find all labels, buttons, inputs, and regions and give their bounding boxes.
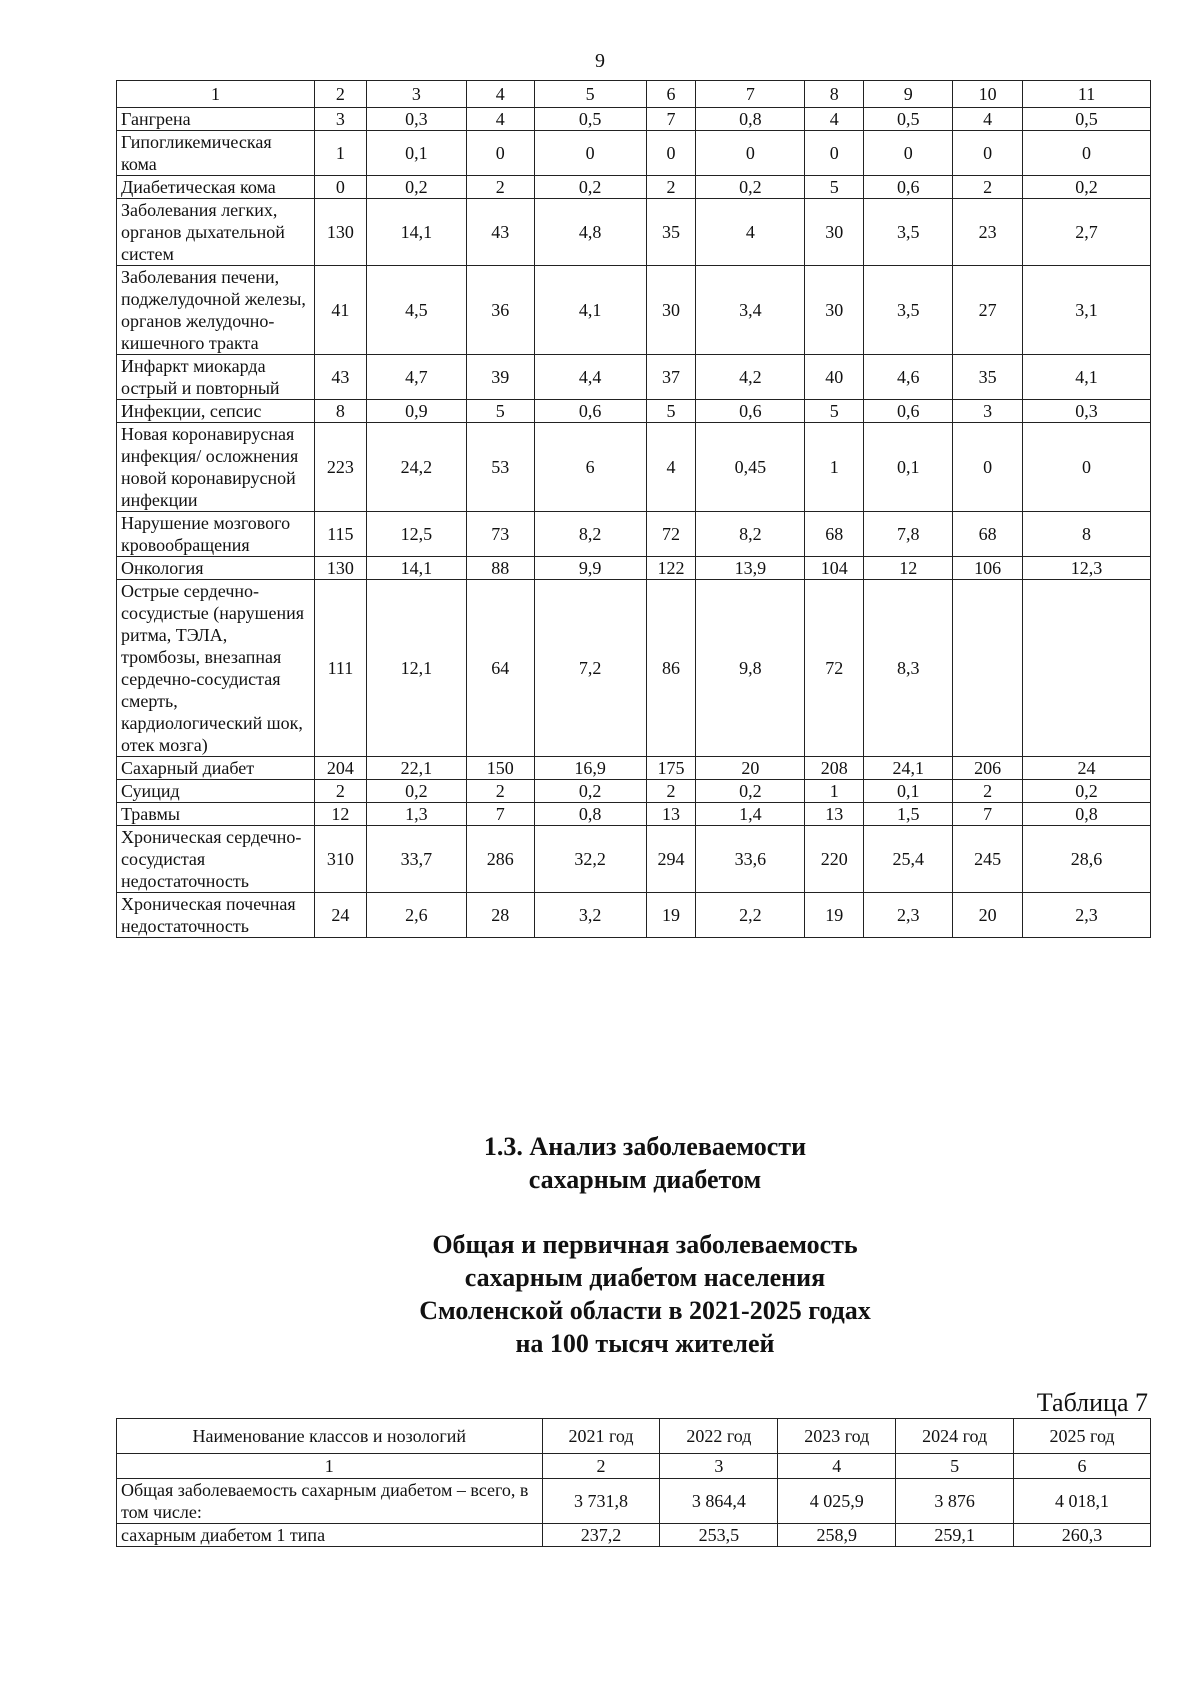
table-cell: 32,2 bbox=[534, 826, 646, 893]
table-cell: 0,6 bbox=[696, 400, 805, 423]
table-cell: 4,6 bbox=[864, 355, 953, 400]
table-cell: 7 bbox=[646, 108, 696, 131]
table-cell: 259,1 bbox=[896, 1524, 1014, 1547]
table-cell: 12,5 bbox=[366, 512, 466, 557]
table-cell: 25,4 bbox=[864, 826, 953, 893]
table-cell: 0,5 bbox=[1023, 108, 1151, 131]
table-row bbox=[117, 176, 1151, 199]
column-header: Наименование классов и нозологий bbox=[117, 1419, 543, 1454]
table-cell: 0,8 bbox=[696, 108, 805, 131]
table-cell: 2 bbox=[314, 780, 366, 803]
table-cell: 310 bbox=[314, 826, 366, 893]
table-cell: 19 bbox=[805, 893, 864, 938]
table-cell: 1,3 bbox=[366, 803, 466, 826]
column-number: 7 bbox=[696, 81, 805, 108]
table-cell: 1,4 bbox=[696, 803, 805, 826]
mortality-causes-table bbox=[116, 80, 1151, 938]
table-cell: 7 bbox=[953, 803, 1023, 826]
section-title-line: сахарным диабетом bbox=[528, 1165, 762, 1194]
table-cell: 37 bbox=[646, 355, 696, 400]
table-cell: 24 bbox=[314, 893, 366, 938]
table-row bbox=[117, 131, 1151, 176]
row-label: Травмы bbox=[117, 803, 315, 826]
table-cell: 0 bbox=[953, 131, 1023, 176]
column-number: 6 bbox=[646, 81, 696, 108]
table-cell: 13 bbox=[646, 803, 696, 826]
table-row bbox=[117, 580, 1151, 757]
column-header: 2021 год bbox=[542, 1419, 660, 1454]
table-cell: 130 bbox=[314, 199, 366, 266]
table-cell: 33,6 bbox=[696, 826, 805, 893]
table-cell bbox=[1023, 580, 1151, 757]
table-cell: 260,3 bbox=[1014, 1524, 1151, 1547]
table-title bbox=[220, 1228, 1070, 1360]
column-number: 4 bbox=[778, 1454, 896, 1479]
row-label: Заболевания легких, органов дыхательной систем bbox=[117, 199, 315, 266]
table-cell: 3 bbox=[314, 108, 366, 131]
table-cell: 30 bbox=[646, 266, 696, 355]
table-cell: 2,2 bbox=[696, 893, 805, 938]
table-cell: 6 bbox=[534, 423, 646, 512]
table-cell: 0 bbox=[314, 176, 366, 199]
table-cell: 72 bbox=[805, 580, 864, 757]
table-cell: 0 bbox=[1023, 423, 1151, 512]
table-cell: 0,8 bbox=[534, 803, 646, 826]
table-cell: 2 bbox=[466, 780, 534, 803]
section-title-line: 1.3. Анализ заболеваемости bbox=[483, 1132, 807, 1161]
table-cell: 286 bbox=[466, 826, 534, 893]
table-cell: 20 bbox=[953, 893, 1023, 938]
table-cell: 43 bbox=[466, 199, 534, 266]
table-cell: 19 bbox=[646, 893, 696, 938]
row-label: Острые сердечно-сосудистые (нарушения ритма, ТЭЛА, тромбозы, внезапная сердечно-сосудистая смерть, кардиологический шок, отек мозга) bbox=[117, 580, 315, 757]
table-row bbox=[117, 355, 1151, 400]
table-cell: 0,9 bbox=[366, 400, 466, 423]
table-cell: 237,2 bbox=[542, 1524, 660, 1547]
table-cell: 253,5 bbox=[660, 1524, 778, 1547]
column-number: 3 bbox=[660, 1454, 778, 1479]
table-title-line: на 100 тысяч жителей bbox=[515, 1329, 775, 1358]
table-cell: 2 bbox=[646, 176, 696, 199]
table-cell: 111 bbox=[314, 580, 366, 757]
table-cell: 258,9 bbox=[778, 1524, 896, 1547]
table-cell: 4,1 bbox=[1023, 355, 1151, 400]
table-cell: 3 731,8 bbox=[542, 1479, 660, 1524]
table-cell: 0,1 bbox=[366, 131, 466, 176]
table-cell: 0,8 bbox=[1023, 803, 1151, 826]
table-cell: 5 bbox=[805, 176, 864, 199]
table-cell: 2,3 bbox=[864, 893, 953, 938]
table-cell: 24 bbox=[1023, 757, 1151, 780]
table-cell: 0 bbox=[953, 423, 1023, 512]
table-row bbox=[117, 780, 1151, 803]
table-cell: 5 bbox=[805, 400, 864, 423]
table-row bbox=[117, 826, 1151, 893]
table-cell: 104 bbox=[805, 557, 864, 580]
table-cell: 245 bbox=[953, 826, 1023, 893]
table-title-line: Общая и первичная заболеваемость bbox=[432, 1230, 858, 1259]
table-cell: 0 bbox=[1023, 131, 1151, 176]
table-cell: 4 bbox=[696, 199, 805, 266]
column-number-row bbox=[117, 1454, 1151, 1479]
table-cell: 0 bbox=[534, 131, 646, 176]
table-cell: 27 bbox=[953, 266, 1023, 355]
table-cell: 8 bbox=[1023, 512, 1151, 557]
column-number: 1 bbox=[117, 81, 315, 108]
column-header: 2024 год bbox=[896, 1419, 1014, 1454]
table-row bbox=[117, 199, 1151, 266]
table-cell: 8,2 bbox=[534, 512, 646, 557]
table-cell: 0,2 bbox=[1023, 176, 1151, 199]
table-row bbox=[117, 108, 1151, 131]
table-cell: 0,3 bbox=[366, 108, 466, 131]
table-cell: 88 bbox=[466, 557, 534, 580]
table-cell: 2 bbox=[953, 780, 1023, 803]
table-cell: 0,45 bbox=[696, 423, 805, 512]
table-cell: 5 bbox=[466, 400, 534, 423]
column-number: 1 bbox=[117, 1454, 543, 1479]
column-number: 2 bbox=[542, 1454, 660, 1479]
table-row bbox=[117, 893, 1151, 938]
table-header-row bbox=[117, 81, 1151, 108]
table-cell: 41 bbox=[314, 266, 366, 355]
table-cell: 0,2 bbox=[534, 176, 646, 199]
column-header: 2022 год bbox=[660, 1419, 778, 1454]
table-title-line: сахарным диабетом населения bbox=[464, 1263, 826, 1292]
table-cell: 16,9 bbox=[534, 757, 646, 780]
table-cell: 3 864,4 bbox=[660, 1479, 778, 1524]
row-label: сахарным диабетом 1 типа bbox=[117, 1524, 543, 1547]
row-label: Гипогликемическая кома bbox=[117, 131, 315, 176]
table-cell: 0,2 bbox=[366, 780, 466, 803]
column-number: 9 bbox=[864, 81, 953, 108]
table-cell: 204 bbox=[314, 757, 366, 780]
table-cell: 8,2 bbox=[696, 512, 805, 557]
table-cell: 4 bbox=[805, 108, 864, 131]
diabetes-incidence-table bbox=[116, 1418, 1151, 1547]
table-cell: 0,5 bbox=[534, 108, 646, 131]
column-header: 2023 год bbox=[778, 1419, 896, 1454]
table-cell: 68 bbox=[805, 512, 864, 557]
row-label: Инфекции, сепсис bbox=[117, 400, 315, 423]
table-cell: 0,2 bbox=[534, 780, 646, 803]
row-label: Общая заболеваемость сахарным диабетом – всего, в том числе: bbox=[117, 1479, 543, 1524]
table-cell: 36 bbox=[466, 266, 534, 355]
table-cell: 2 bbox=[646, 780, 696, 803]
table-cell: 7 bbox=[466, 803, 534, 826]
row-label: Суицид bbox=[117, 780, 315, 803]
table-cell: 3 bbox=[953, 400, 1023, 423]
table-cell: 14,1 bbox=[366, 199, 466, 266]
table-cell: 0,3 bbox=[1023, 400, 1151, 423]
table-cell: 2,3 bbox=[1023, 893, 1151, 938]
table-row bbox=[117, 423, 1151, 512]
row-label: Онкология bbox=[117, 557, 315, 580]
table-row bbox=[117, 557, 1151, 580]
column-number: 8 bbox=[805, 81, 864, 108]
table-cell: 1 bbox=[805, 423, 864, 512]
table-cell: 0,2 bbox=[696, 780, 805, 803]
table-cell: 150 bbox=[466, 757, 534, 780]
table-cell: 33,7 bbox=[366, 826, 466, 893]
table-cell: 28 bbox=[466, 893, 534, 938]
table-cell: 1,5 bbox=[864, 803, 953, 826]
table-row bbox=[117, 1524, 1151, 1547]
table-cell: 7,2 bbox=[534, 580, 646, 757]
table-cell: 64 bbox=[466, 580, 534, 757]
table-cell: 53 bbox=[466, 423, 534, 512]
table-cell: 3,5 bbox=[864, 199, 953, 266]
table-cell: 7,8 bbox=[864, 512, 953, 557]
table-cell: 220 bbox=[805, 826, 864, 893]
table-row bbox=[117, 757, 1151, 780]
row-label: Инфаркт миокарда острый и повторный bbox=[117, 355, 315, 400]
table-cell: 0,5 bbox=[864, 108, 953, 131]
table-cell: 43 bbox=[314, 355, 366, 400]
table-cell: 5 bbox=[646, 400, 696, 423]
column-number: 4 bbox=[466, 81, 534, 108]
table-caption: Таблица 7 bbox=[1036, 1388, 1148, 1417]
column-number: 5 bbox=[896, 1454, 1014, 1479]
column-number: 6 bbox=[1014, 1454, 1151, 1479]
table-title-line: Смоленской области в 2021-2025 годах bbox=[419, 1296, 871, 1325]
table-cell: 4,1 bbox=[534, 266, 646, 355]
table-cell: 2,7 bbox=[1023, 199, 1151, 266]
table-cell: 4 025,9 bbox=[778, 1479, 896, 1524]
table-cell: 14,1 bbox=[366, 557, 466, 580]
table-cell: 0 bbox=[696, 131, 805, 176]
table-cell: 23 bbox=[953, 199, 1023, 266]
table-cell: 0,2 bbox=[696, 176, 805, 199]
table-cell: 86 bbox=[646, 580, 696, 757]
table-cell: 72 bbox=[646, 512, 696, 557]
table-cell: 1 bbox=[314, 131, 366, 176]
table-cell: 130 bbox=[314, 557, 366, 580]
table-cell: 4,2 bbox=[696, 355, 805, 400]
row-label: Новая коронавирусная инфекция/ осложнения новой коронавирусной инфекции bbox=[117, 423, 315, 512]
table-cell: 106 bbox=[953, 557, 1023, 580]
table-cell: 9,9 bbox=[534, 557, 646, 580]
table-cell: 39 bbox=[466, 355, 534, 400]
table-cell: 4 bbox=[646, 423, 696, 512]
table-cell: 0 bbox=[466, 131, 534, 176]
table-cell: 223 bbox=[314, 423, 366, 512]
table-cell: 3,2 bbox=[534, 893, 646, 938]
table-cell: 0,2 bbox=[366, 176, 466, 199]
table-cell: 0 bbox=[805, 131, 864, 176]
table-cell: 2,6 bbox=[366, 893, 466, 938]
row-label: Диабетическая кома bbox=[117, 176, 315, 199]
table-cell: 0 bbox=[646, 131, 696, 176]
table-cell: 0,1 bbox=[864, 780, 953, 803]
table-cell: 0 bbox=[864, 131, 953, 176]
table-cell: 12 bbox=[314, 803, 366, 826]
table-cell: 12 bbox=[864, 557, 953, 580]
table-cell: 20 bbox=[696, 757, 805, 780]
table-cell: 122 bbox=[646, 557, 696, 580]
table-row bbox=[117, 512, 1151, 557]
table-cell: 0,1 bbox=[864, 423, 953, 512]
table-cell: 2 bbox=[466, 176, 534, 199]
column-number: 5 bbox=[534, 81, 646, 108]
table-cell: 4 018,1 bbox=[1014, 1479, 1151, 1524]
table-row bbox=[117, 266, 1151, 355]
table-cell: 4 bbox=[466, 108, 534, 131]
row-label: Заболевания печени, поджелудочной железы, органов желудочно-кишечного тракта bbox=[117, 266, 315, 355]
table-cell: 1 bbox=[805, 780, 864, 803]
table-cell: 3 876 bbox=[896, 1479, 1014, 1524]
table-cell: 12,3 bbox=[1023, 557, 1151, 580]
table-cell: 9,8 bbox=[696, 580, 805, 757]
column-number: 11 bbox=[1023, 81, 1151, 108]
column-header: 2025 год bbox=[1014, 1419, 1151, 1454]
table-cell bbox=[953, 580, 1023, 757]
table-cell: 35 bbox=[953, 355, 1023, 400]
table-cell: 40 bbox=[805, 355, 864, 400]
table-cell: 0,6 bbox=[864, 400, 953, 423]
table-cell: 28,6 bbox=[1023, 826, 1151, 893]
table-cell: 0,6 bbox=[864, 176, 953, 199]
row-label: Гангрена bbox=[117, 108, 315, 131]
table-cell: 0,2 bbox=[1023, 780, 1151, 803]
table-cell: 4,4 bbox=[534, 355, 646, 400]
table-header-row bbox=[117, 1419, 1151, 1454]
row-label: Сахарный диабет bbox=[117, 757, 315, 780]
table-cell: 0,6 bbox=[534, 400, 646, 423]
column-number: 2 bbox=[314, 81, 366, 108]
table-cell: 206 bbox=[953, 757, 1023, 780]
column-number: 10 bbox=[953, 81, 1023, 108]
page-number: 9 bbox=[595, 50, 605, 72]
table-cell: 35 bbox=[646, 199, 696, 266]
table-cell: 3,4 bbox=[696, 266, 805, 355]
table-cell: 22,1 bbox=[366, 757, 466, 780]
table-cell: 175 bbox=[646, 757, 696, 780]
table-row bbox=[117, 1479, 1151, 1524]
section-title bbox=[220, 1130, 1070, 1196]
table-cell: 3,5 bbox=[864, 266, 953, 355]
table-cell: 8 bbox=[314, 400, 366, 423]
table-cell: 8,3 bbox=[864, 580, 953, 757]
table-row bbox=[117, 400, 1151, 423]
table-cell: 2 bbox=[953, 176, 1023, 199]
table-cell: 30 bbox=[805, 199, 864, 266]
table-row bbox=[117, 803, 1151, 826]
table-cell: 4 bbox=[953, 108, 1023, 131]
table-cell: 4,5 bbox=[366, 266, 466, 355]
table-cell: 13,9 bbox=[696, 557, 805, 580]
table-cell: 24,2 bbox=[366, 423, 466, 512]
column-number: 3 bbox=[366, 81, 466, 108]
table-cell: 24,1 bbox=[864, 757, 953, 780]
table-cell: 13 bbox=[805, 803, 864, 826]
table-cell: 68 bbox=[953, 512, 1023, 557]
table-cell: 3,1 bbox=[1023, 266, 1151, 355]
table-cell: 115 bbox=[314, 512, 366, 557]
row-label: Хроническая почечная недостаточность bbox=[117, 893, 315, 938]
row-label: Нарушение мозгового кровообращения bbox=[117, 512, 315, 557]
table-cell: 4,7 bbox=[366, 355, 466, 400]
table-cell: 208 bbox=[805, 757, 864, 780]
row-label: Хроническая сердечно-сосудистая недостаточность bbox=[117, 826, 315, 893]
table-cell: 4,8 bbox=[534, 199, 646, 266]
table-cell: 12,1 bbox=[366, 580, 466, 757]
table-cell: 73 bbox=[466, 512, 534, 557]
table-cell: 294 bbox=[646, 826, 696, 893]
table-cell: 30 bbox=[805, 266, 864, 355]
